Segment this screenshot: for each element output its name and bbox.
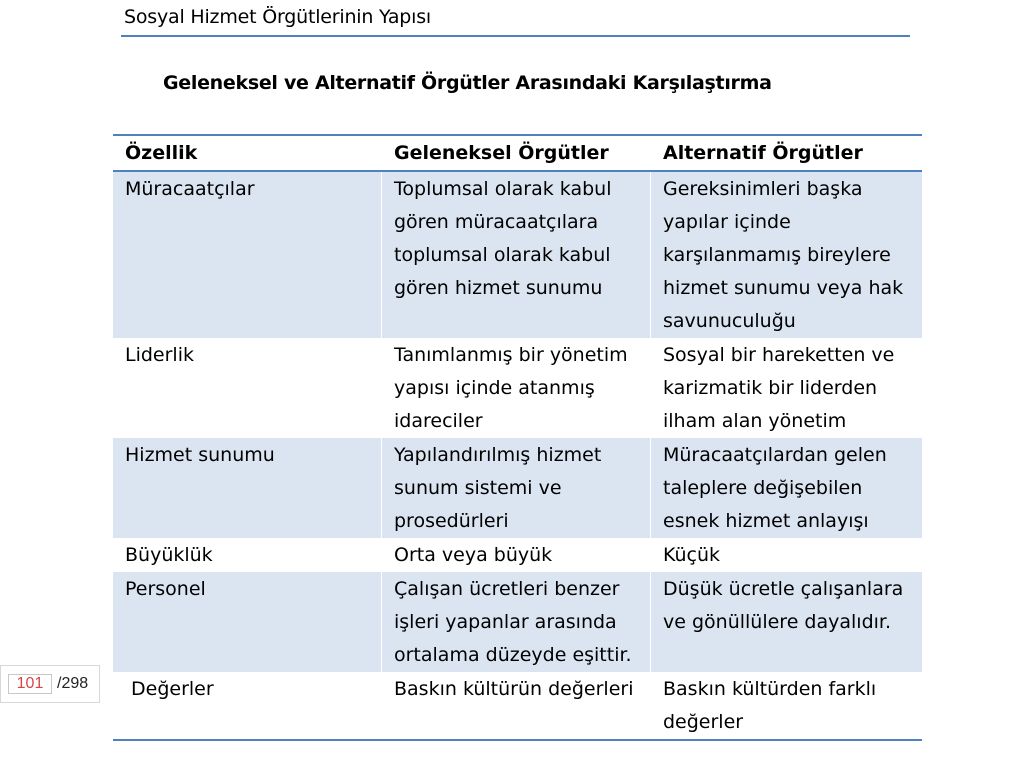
table-row — [113, 338, 922, 438]
feature-cell: Personel — [113, 572, 382, 672]
feature-cell: Hizmet sunumu — [113, 438, 382, 538]
table-row — [113, 438, 922, 538]
feature-cell: Büyüklük — [125, 544, 213, 566]
page-number-input[interactable] — [8, 674, 52, 694]
column-header-traditional: Geleneksel Örgütler — [394, 142, 609, 164]
table-row — [113, 538, 922, 572]
header-divider — [121, 35, 910, 37]
feature-cell: Müracaatçılar — [113, 172, 382, 338]
alternative-cell: Müracaatçılardan gelen taleplere değişebilen esnek hizmet anlayışı — [663, 444, 887, 532]
feature-cell: Değerler — [131, 678, 214, 700]
table-row — [113, 172, 922, 338]
traditional-cell: Toplumsal olarak kabul gören müracaatçılara toplumsal olarak kabul gören hizmet sunumu — [382, 172, 651, 338]
alternative-cell: Sosyal bir hareketten ve karizmatik bir liderden ilham alan yönetim — [663, 344, 895, 432]
traditional-cell: Yapılandırılmış hizmet sunum sistemi ve prosedürleri — [382, 438, 651, 538]
alternative-cell: Baskın kültürden farklı değerler — [663, 678, 877, 733]
page-total-label: /298 — [57, 675, 89, 692]
page-navigator — [0, 665, 100, 703]
table-row — [113, 572, 922, 672]
column-header-feature: Özellik — [125, 142, 198, 164]
traditional-cell: Çalışan ücretleri benzer işleri yapanlar arasında ortalama düzeyde eşittir. — [382, 572, 651, 672]
traditional-cell: Orta veya büyük — [394, 544, 553, 566]
document-heading: Geleneksel ve Alternatif Örgütler Arasındaki Karşılaştırma — [163, 72, 772, 94]
table-header-row — [113, 136, 922, 172]
alternative-cell: Düşük ücretle çalışanlara ve gönüllülere dayalıdır. — [663, 578, 904, 633]
page-header-title: Sosyal Hizmet Örgütlerinin Yapısı — [124, 6, 432, 28]
traditional-cell: Tanımlanmış bir yönetim yapısı içinde atanmış idareciler — [394, 344, 628, 432]
traditional-cell: Baskın kültürün değerleri — [394, 678, 634, 700]
table-row — [113, 672, 922, 739]
alternative-cell: Gereksinimleri başka yapılar içinde karşılanmamış bireylere hizmet sunumu veya hak savunuculuğu — [663, 178, 904, 332]
alternative-cell: Küçük — [663, 544, 721, 566]
comparison-table — [113, 134, 922, 741]
column-header-alternative: Alternatif Örgütler — [663, 142, 863, 164]
feature-cell: Liderlik — [125, 344, 194, 366]
